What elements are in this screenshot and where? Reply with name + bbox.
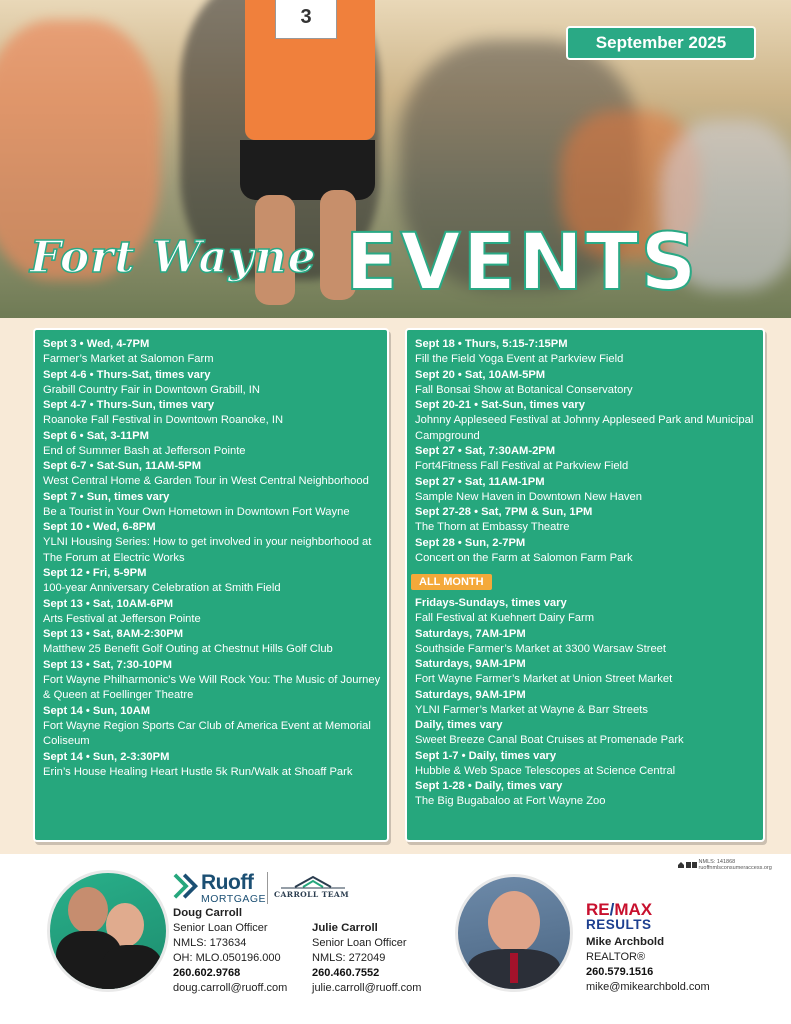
event-description: Fall Bonsai Show at Botanical Conservatory [415, 383, 633, 396]
event-item [43, 490, 381, 521]
contact-title: Senior Loan Officer [312, 937, 407, 949]
event-description: Grabill Country Fair in Downtown Grabill, IN [43, 383, 260, 396]
contact-email[interactable]: mike@mikearchbold.com [586, 981, 710, 993]
event-description: Arts Festival at Jefferson Pointe [43, 612, 201, 625]
event-date: Saturdays, 9AM-1PM [415, 688, 526, 701]
event-date: Sept 6 • Sat, 3-11PM [43, 429, 149, 442]
event-item [43, 750, 381, 781]
contact-julie [312, 921, 421, 996]
shirt [102, 945, 162, 992]
event-description: YLNI Housing Series: How to get involved in your neighborhood at The Forum at Electric Works [43, 536, 372, 564]
event-item [43, 459, 381, 490]
contact-email[interactable]: julie.carroll@ruoff.com [312, 982, 422, 994]
event-description: Southside Farmer’s Market at 3300 Warsaw Street [415, 642, 666, 655]
event-item [415, 475, 757, 506]
event-description: Sweet Breeze Canal Boat Cruises at Promenade Park [415, 734, 684, 746]
event-date: Sept 20 • Sat, 10AM-5PM [415, 368, 546, 381]
event-date: Saturdays, 9AM-1PM [415, 658, 526, 670]
contact-title: Senior Loan Officer [173, 922, 268, 934]
event-date: Sept 13 • Sat, 10AM-6PM [43, 597, 174, 610]
event-date: Sept 7 • Sun, times vary [43, 490, 170, 503]
event-date: Sept 4-7 • Thurs-Sun, times vary [43, 399, 215, 411]
event-item [43, 566, 381, 597]
remax-logo [586, 902, 652, 917]
face [488, 891, 540, 953]
event-date: Sept 27 • Sat, 7:30AM-2PM [415, 445, 556, 457]
event-item [415, 505, 757, 536]
nmls-text: NMLS: 141868 ruoffnmlsconsumeraccess.org [698, 859, 772, 871]
event-description: Fall Festival at Kuehnert Dairy Farm [415, 612, 595, 624]
event-date: Sept 27 • Sat, 11AM-1PM [415, 475, 545, 488]
event-item [43, 597, 381, 628]
event-description: Fill the Field Yoga Event at Parkview Field [415, 353, 624, 365]
event-description: 100-year Anniversary Celebration at Smith Field [43, 582, 281, 594]
contact-name: Mike Archbold [586, 936, 665, 948]
event-description: End of Summer Bash at Jefferson Pointe [43, 444, 246, 457]
event-item [415, 627, 757, 658]
event-item [43, 704, 381, 750]
contact-phone[interactable]: 260.602.9768 [173, 967, 241, 979]
all-month-label: ALL MONTH [411, 574, 492, 590]
event-description: Fort Wayne Region Sports Car Club of America Event at Memorial Coliseum [43, 719, 371, 747]
tie [510, 953, 518, 983]
event-description: Sample New Haven in Downtown New Haven [415, 490, 642, 503]
event-description: West Central Home & Garden Tour in West Central Neighborhood [43, 475, 369, 487]
event-description: Hubble & Web Space Telescopes at Science Central [415, 764, 676, 777]
event-date: Sept 1-28 • Daily, times vary [415, 780, 563, 792]
event-date: Sept 14 • Sun, 10AM [43, 704, 151, 717]
event-item [415, 536, 757, 567]
event-item [415, 657, 757, 688]
race-bib: 3 [275, 0, 337, 39]
event-item [43, 627, 381, 658]
event-description: Roanoke Fall Festival in Downtown Roanoke, IN [43, 414, 284, 426]
contact-nmls: NMLS: 173634 [173, 937, 247, 949]
avatar-mike [455, 874, 573, 992]
event-item [415, 596, 757, 627]
title-events: EVENTS [345, 218, 699, 308]
event-item [415, 337, 757, 368]
events-list-left [43, 337, 381, 780]
ruoff-wordmark: Ruoff [201, 871, 254, 894]
contact-title: REALTOR® [586, 951, 646, 963]
runner-shorts [240, 140, 375, 200]
event-item [415, 749, 757, 780]
event-date: Sept 4-6 • Thurs-Sat, times vary [43, 368, 211, 381]
remax-results: RESULTS [586, 917, 652, 932]
event-item [43, 429, 381, 460]
event-item [415, 398, 757, 444]
event-item [415, 688, 757, 719]
event-description: Fort Wayne Philharmonic’s We Will Rock You: The Music of Journey & Queen at Foellinger Theatre [43, 673, 381, 701]
title-fort-wayne: Fort Wayne [30, 232, 317, 283]
event-description: YLNI Farmer’s Market at Wayne & Barr Streets [415, 703, 648, 716]
contact-nmls: NMLS: 272049 [312, 952, 386, 964]
event-date: Sept 14 • Sun, 2-3:30PM [43, 750, 170, 763]
event-item [415, 444, 757, 475]
event-item [43, 520, 381, 566]
contact-phone[interactable]: 260.579.1516 [586, 966, 654, 978]
ruoff-logo-icon [173, 871, 201, 903]
logo-divider [267, 872, 268, 904]
contact-doug [173, 906, 287, 996]
event-date: Sept 6-7 • Sat-Sun, 11AM-5PM [43, 460, 202, 472]
event-item [43, 368, 381, 399]
event-description: Fort Wayne Farmer’s Market at Union Street Market [415, 673, 673, 685]
event-date: Saturdays, 7AM-1PM [415, 627, 526, 640]
contact-oh-license: OH: MLO.050196.000 [173, 952, 281, 964]
event-date: Sept 13 • Sat, 7:30-10PM [43, 658, 172, 671]
contact-mike [586, 935, 710, 995]
event-date: Sept 10 • Wed, 6-8PM [43, 521, 156, 533]
contact-phone[interactable]: 260.460.7552 [312, 967, 380, 979]
equal-housing-icon [677, 861, 697, 869]
remax-max: MAX [614, 900, 653, 919]
event-description: Be a Tourist in Your Own Hometown in Downtown Fort Wayne [43, 505, 350, 518]
event-date: Sept 3 • Wed, 4-7PM [43, 338, 150, 350]
remax-slash: / [609, 900, 615, 919]
remax-re: RE [586, 900, 610, 919]
event-date: Fridays-Sundays, times vary [415, 597, 567, 609]
event-date: Sept 18 • Thurs, 5:15-7:15PM [415, 338, 568, 350]
event-item [415, 779, 757, 810]
event-item [43, 337, 381, 368]
event-date: Sept 27-28 • Sat, 7PM & Sun, 1PM [415, 506, 593, 518]
event-date: Sept 12 • Fri, 5-9PM [43, 567, 147, 579]
event-description: Johnny Appleseed Festival at Johnny Appleseed Park and Municipal Campground [415, 414, 754, 442]
event-item [415, 718, 757, 749]
event-date: Sept 28 • Sun, 2-7PM [415, 536, 526, 549]
event-description: The Thorn at Embassy Theatre [415, 521, 570, 533]
contact-name: Doug Carroll [173, 907, 242, 919]
event-description: Matthew 25 Benefit Golf Outing at Chestnut Hills Golf Club [43, 643, 333, 655]
event-item [43, 658, 381, 704]
ruoff-subtitle: MORTGAGE [201, 893, 267, 905]
month-badge: September 2025 [566, 26, 756, 60]
event-date: Sept 1-7 • Daily, times vary [415, 749, 557, 762]
carroll-team-label: CARROLL TEAM [274, 890, 350, 899]
face [68, 887, 108, 933]
events-list-right [415, 337, 757, 810]
contact-name: Julie Carroll [312, 922, 378, 934]
event-item [415, 368, 757, 399]
event-item [43, 398, 381, 429]
contact-email[interactable]: doug.carroll@ruoff.com [173, 982, 288, 994]
event-date: Sept 20-21 • Sat-Sun, times vary [415, 399, 585, 411]
events-panel-left [33, 328, 389, 842]
event-date: Sept 13 • Sat, 8AM-2:30PM [43, 628, 184, 640]
event-description: Erin’s House Healing Heart Hustle 5k Run/Walk at Shoaff Park [43, 765, 353, 778]
events-panel-right [405, 328, 765, 842]
event-description: Farmer’s Market at Salomon Farm [43, 353, 214, 365]
event-description: Fort4Fitness Fall Festival at Parkview Field [415, 460, 629, 472]
event-description: The Big Bugabaloo at Fort Wayne Zoo [415, 795, 606, 807]
event-date: Daily, times vary [415, 719, 503, 731]
event-description: Concert on the Farm at Salomon Farm Park [415, 551, 633, 564]
equal-housing-notice [677, 859, 772, 871]
avatar-doug-julie [47, 870, 169, 992]
